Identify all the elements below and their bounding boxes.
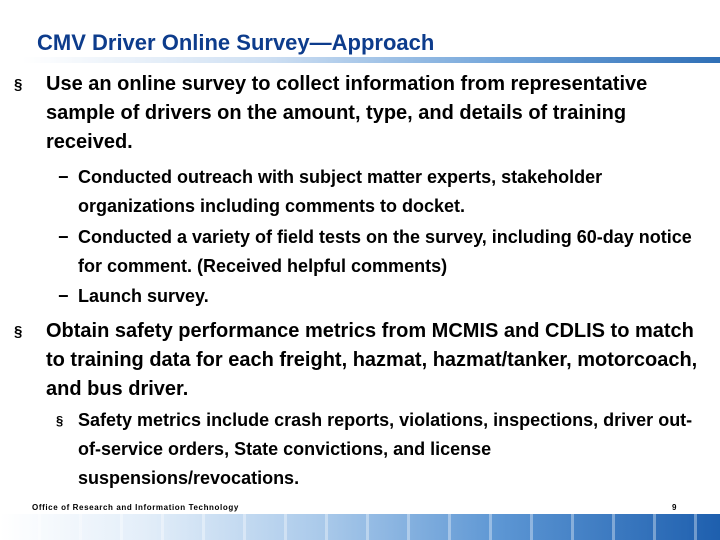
sub-bullet-item xyxy=(56,406,698,493)
title-underline xyxy=(22,57,720,63)
sub-bullet-text: Conducted outreach with subject matter experts, stakeholder organizations including comments to docket. xyxy=(78,167,603,216)
sub-bullet-item xyxy=(58,223,698,281)
dash-marker: − xyxy=(58,286,69,306)
bullet-item xyxy=(14,70,706,157)
footer-office-name: Office of Research and Information Technology xyxy=(32,503,239,512)
sub-bullet-text: Safety metrics include crash reports, violations, inspections, driver out-of-service orders, State convictions, and license suspensions/revocations. xyxy=(78,410,693,488)
bullet-item xyxy=(14,317,706,404)
bullet-text: Use an online survey to collect information from representative sample of drivers on the amount, type, and details of training received. xyxy=(46,73,648,153)
square-marker: § xyxy=(56,413,64,428)
footer-band xyxy=(0,514,720,540)
dash-marker: − xyxy=(58,227,69,247)
sub-bullet-text: Launch survey. xyxy=(78,286,209,306)
bullet-text: Obtain safety performance metrics from MCMIS and CDLIS to match to training data for each freight, hazmat, hazmat/tanker, motorcoach, and bus driver. xyxy=(46,320,698,400)
sub-bullet-text: Conducted a variety of field tests on the survey, including 60-day notice for comment. (Received helpful comments) xyxy=(78,227,692,276)
bullet-marker: § xyxy=(14,76,23,93)
slide-title: CMV Driver Online Survey—Approach xyxy=(37,30,435,55)
sub-bullet-item xyxy=(58,282,698,311)
sub-bullet-item xyxy=(58,163,698,221)
bullet-marker: § xyxy=(14,323,23,340)
page-number: 9 xyxy=(672,503,677,512)
dash-marker: − xyxy=(58,167,69,187)
